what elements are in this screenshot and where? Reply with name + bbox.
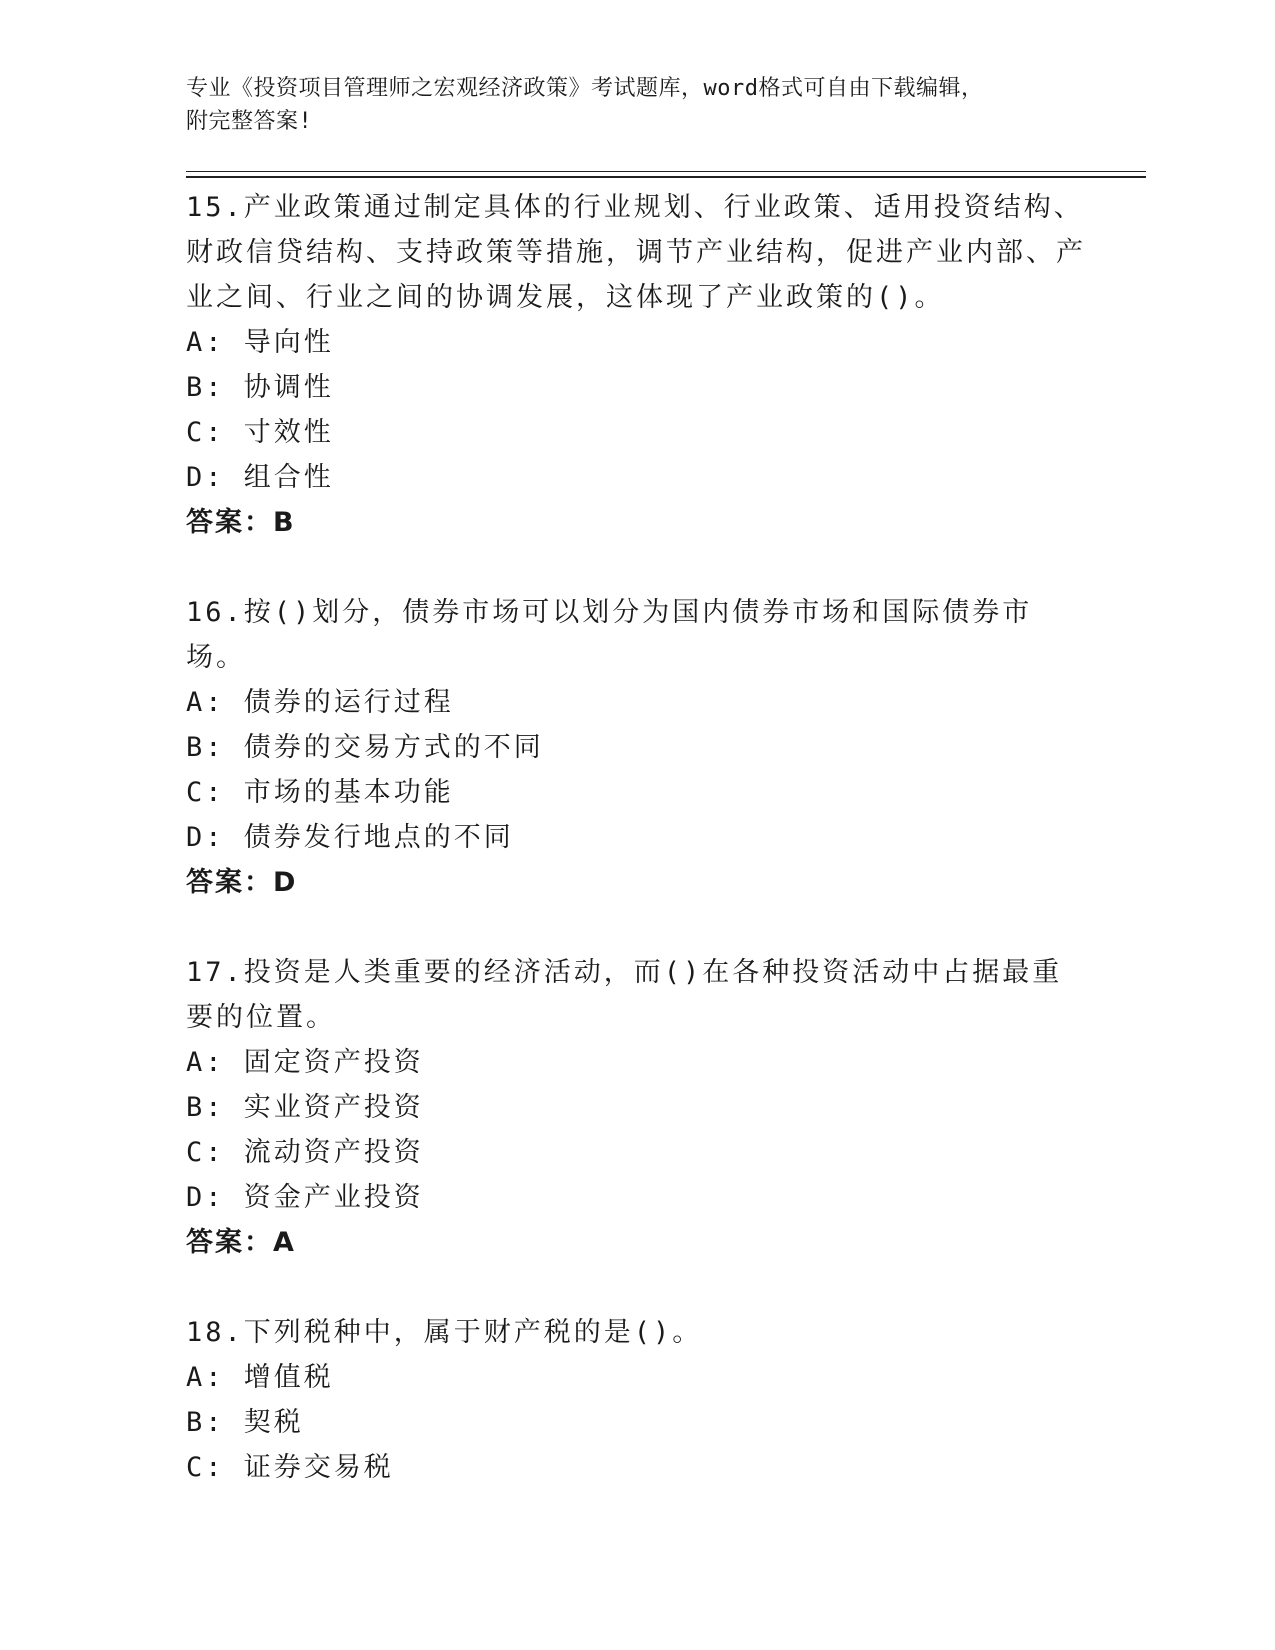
- option-b: B: 债券的交易方式的不同: [186, 732, 544, 763]
- question-stem: 16.按()划分，债券市场可以划分为国内债券市场和国际债券市场。: [186, 597, 1033, 673]
- document-header: [186, 72, 1066, 138]
- question-16: [186, 590, 1086, 905]
- question-stem: 17.投资是人类重要的经济活动，而()在各种投资活动中占据最重要的位置。: [186, 957, 1063, 1033]
- option-d: D: 组合性: [186, 462, 334, 493]
- option-d: D: 资金产业投资: [186, 1182, 424, 1213]
- option-c: C: 流动资产投资: [186, 1137, 424, 1168]
- question-stem: 15.产业政策通过制定具体的行业规划、行业政策、适用投资结构、财政信贷结构、支持政策等措施，调节产业结构，促进产业内部、产业之间、行业之间的协调发展，这体现了产业政策的()。: [186, 192, 1086, 313]
- header-divider-thick: [186, 176, 1146, 178]
- option-a: A: 导向性: [186, 327, 334, 358]
- answer-line: 答案：D: [186, 867, 298, 898]
- option-a: A: 固定资产投资: [186, 1047, 424, 1078]
- question-list: [186, 185, 1086, 1535]
- header-divider-thin: [186, 171, 1146, 172]
- option-b: B: 契税: [186, 1407, 304, 1438]
- answer-line: 答案：B: [186, 507, 296, 538]
- question-stem: 18.下列税种中，属于财产税的是()。: [186, 1317, 703, 1348]
- option-a: A: 债券的运行过程: [186, 687, 454, 718]
- header-line-1: 专业《投资项目管理师之宏观经济政策》考试题库，word格式可自由下载编辑，: [186, 76, 984, 101]
- option-b: B: 协调性: [186, 372, 334, 403]
- header-line-2: 附完整答案!: [186, 109, 313, 134]
- question-17: [186, 950, 1086, 1265]
- question-15: [186, 185, 1086, 545]
- option-c: C: 寸效性: [186, 417, 334, 448]
- answer-line: 答案：A: [186, 1227, 296, 1258]
- option-c: C: 市场的基本功能: [186, 777, 454, 808]
- option-d: D: 债券发行地点的不同: [186, 822, 514, 853]
- question-18: [186, 1310, 1086, 1490]
- option-a: A: 增值税: [186, 1362, 334, 1393]
- option-b: B: 实业资产投资: [186, 1092, 424, 1123]
- option-c: C: 证券交易税: [186, 1452, 394, 1483]
